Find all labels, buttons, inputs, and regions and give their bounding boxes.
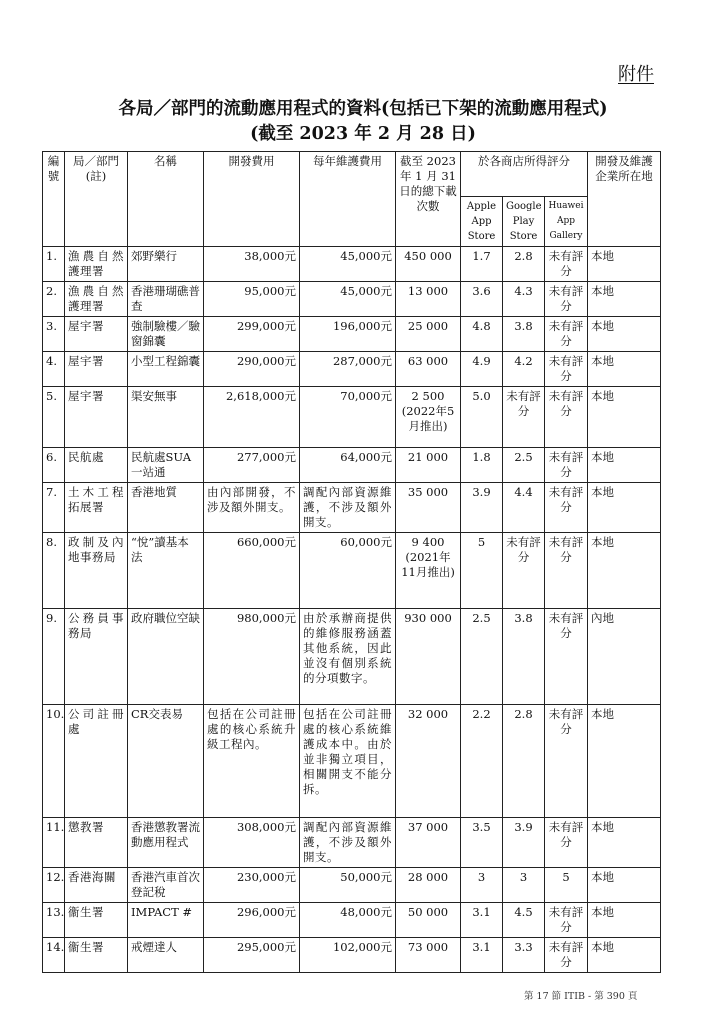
- row-google-rating: 3: [503, 868, 545, 903]
- row-downloads: 32 000: [396, 705, 461, 818]
- row-app-name: IMPACT #: [128, 903, 204, 938]
- row-huawei-rating: 未有評分: [545, 247, 588, 282]
- row-google-rating: 未有評分: [503, 533, 545, 609]
- row-apple-rating: 3: [461, 868, 503, 903]
- row-app-name: 政府職位空缺: [128, 609, 204, 705]
- header-department: 局／部門(註): [65, 152, 128, 247]
- row-downloads: 25 000: [396, 317, 461, 352]
- row-app-name: 香港地質: [128, 483, 204, 533]
- row-no: 12.: [43, 868, 65, 903]
- row-downloads: 13 000: [396, 282, 461, 317]
- row-no: 11.: [43, 818, 65, 868]
- row-dev-cost: 277,000元: [204, 448, 300, 483]
- table-row: [43, 282, 661, 317]
- row-downloads: 450 000: [396, 247, 461, 282]
- row-department: 屋宇署: [65, 317, 128, 352]
- table-row: [43, 533, 661, 609]
- row-google-rating: 3.9: [503, 818, 545, 868]
- row-apple-rating: 3.9: [461, 483, 503, 533]
- table-row: [43, 705, 661, 818]
- row-huawei-rating: 5: [545, 868, 588, 903]
- row-app-name: 小型工程錦囊: [128, 352, 204, 387]
- row-no: 2.: [43, 282, 65, 317]
- row-dev-cost: 230,000元: [204, 868, 300, 903]
- row-app-name: 強制驗樓／驗窗錦囊: [128, 317, 204, 352]
- row-dev-cost: 296,000元: [204, 903, 300, 938]
- row-huawei-rating: 未有評分: [545, 533, 588, 609]
- row-huawei-rating: 未有評分: [545, 903, 588, 938]
- row-maint-cost: 102,000元: [300, 938, 396, 973]
- row-app-name: “悅”讀基本法: [128, 533, 204, 609]
- row-dev-cost: 295,000元: [204, 938, 300, 973]
- row-google-rating: 4.2: [503, 352, 545, 387]
- row-huawei-rating: 未有評分: [545, 387, 588, 448]
- row-department: 土木工程拓展署: [65, 483, 128, 533]
- row-location: 本地: [588, 282, 661, 317]
- table-row: [43, 818, 661, 868]
- row-maint-cost: 調配內部資源維護，不涉及額外開支。: [300, 483, 396, 533]
- row-huawei-rating: 未有評分: [545, 317, 588, 352]
- row-department: 公務員事務局: [65, 609, 128, 705]
- row-no: 13.: [43, 903, 65, 938]
- row-department: 公司註冊處: [65, 705, 128, 818]
- row-no: 8.: [43, 533, 65, 609]
- row-maint-cost: 包括在公司註冊處的核心系統維護成本中。由於並非獨立項目，相關開支不能分拆。: [300, 705, 396, 818]
- row-no: 6.: [43, 448, 65, 483]
- table-row: [43, 317, 661, 352]
- row-app-name: 香港汽車首次登記稅: [128, 868, 204, 903]
- row-downloads: 9 400 (2021年11月推出): [396, 533, 461, 609]
- row-app-name: 香港珊瑚礁普查: [128, 282, 204, 317]
- row-department: 漁農自然護理署: [65, 247, 128, 282]
- row-google-rating: 4.4: [503, 483, 545, 533]
- header-huawei-gallery: Huawei App Gallery: [545, 197, 588, 247]
- table-row: [43, 352, 661, 387]
- row-no: 9.: [43, 609, 65, 705]
- row-downloads: 50 000: [396, 903, 461, 938]
- row-department: 屋宇署: [65, 352, 128, 387]
- row-downloads: 2 500 (2022年5月推出): [396, 387, 461, 448]
- table-row: [43, 609, 661, 705]
- row-apple-rating: 1.7: [461, 247, 503, 282]
- row-dev-cost: 95,000元: [204, 282, 300, 317]
- row-no: 1.: [43, 247, 65, 282]
- row-apple-rating: 2.2: [461, 705, 503, 818]
- row-downloads: 35 000: [396, 483, 461, 533]
- row-apple-rating: 4.8: [461, 317, 503, 352]
- row-dev-cost: 308,000元: [204, 818, 300, 868]
- row-maint-cost: 287,000元: [300, 352, 396, 387]
- row-app-name: 民航處SUA一站通: [128, 448, 204, 483]
- row-location: 本地: [588, 868, 661, 903]
- row-no: 5.: [43, 387, 65, 448]
- row-apple-rating: 3.5: [461, 818, 503, 868]
- row-department: 衞生署: [65, 903, 128, 938]
- table-row: [43, 247, 661, 282]
- row-dev-cost: 299,000元: [204, 317, 300, 352]
- row-department: 漁農自然護理署: [65, 282, 128, 317]
- row-maint-cost: 48,000元: [300, 903, 396, 938]
- row-dev-cost: 由內部開發，不涉及額外開支。: [204, 483, 300, 533]
- row-app-name: 香港懲教署流動應用程式: [128, 818, 204, 868]
- row-location: 本地: [588, 317, 661, 352]
- row-google-rating: 3.8: [503, 609, 545, 705]
- row-maint-cost: 調配內部資源維護，不涉及額外開支。: [300, 818, 396, 868]
- row-huawei-rating: 未有評分: [545, 282, 588, 317]
- row-google-rating: 3.8: [503, 317, 545, 352]
- row-department: 屋宇署: [65, 387, 128, 448]
- row-no: 3.: [43, 317, 65, 352]
- row-apple-rating: 4.9: [461, 352, 503, 387]
- row-app-name: 渠安無事: [128, 387, 204, 448]
- row-app-name: 郊野樂行: [128, 247, 204, 282]
- row-no: 4.: [43, 352, 65, 387]
- row-maint-cost: 60,000元: [300, 533, 396, 609]
- row-maint-cost: 196,000元: [300, 317, 396, 352]
- header-app-name: 名稱: [128, 152, 204, 247]
- header-downloads: 截至 2023 年 1 月 31 日的總下載次數: [396, 152, 461, 247]
- row-department: 衞生署: [65, 938, 128, 973]
- header-maintenance-cost: 每年維護費用: [300, 152, 396, 247]
- row-google-rating: 2.8: [503, 705, 545, 818]
- row-downloads: 63 000: [396, 352, 461, 387]
- row-huawei-rating: 未有評分: [545, 938, 588, 973]
- row-app-name: 戒煙達人: [128, 938, 204, 973]
- row-maint-cost: 由於承辦商提供的維修服務涵蓋其他系統，因此並沒有個別系統的分項數字。: [300, 609, 396, 705]
- row-huawei-rating: 未有評分: [545, 705, 588, 818]
- row-location: 本地: [588, 387, 661, 448]
- row-location: 本地: [588, 938, 661, 973]
- row-department: 懲教署: [65, 818, 128, 868]
- row-location: 本地: [588, 903, 661, 938]
- apps-table: [42, 151, 661, 973]
- table-row: [43, 903, 661, 938]
- header-apple-store: Apple App Store: [461, 197, 503, 247]
- header-google-play: Google Play Store: [503, 197, 545, 247]
- row-location: 本地: [588, 448, 661, 483]
- header-no: 編號: [43, 152, 65, 247]
- row-downloads: 21 000: [396, 448, 461, 483]
- table-row: [43, 938, 661, 973]
- row-downloads: 73 000: [396, 938, 461, 973]
- row-downloads: 28 000: [396, 868, 461, 903]
- row-location: 本地: [588, 705, 661, 818]
- row-location: 本地: [588, 352, 661, 387]
- row-no: 10.: [43, 705, 65, 818]
- table-row: [43, 483, 661, 533]
- row-apple-rating: 3.6: [461, 282, 503, 317]
- row-maint-cost: 50,000元: [300, 868, 396, 903]
- row-apple-rating: 2.5: [461, 609, 503, 705]
- table-row: [43, 448, 661, 483]
- row-department: 政制及內地事務局: [65, 533, 128, 609]
- row-apple-rating: 5.0: [461, 387, 503, 448]
- row-google-rating: 未有評分: [503, 387, 545, 448]
- table-row: [43, 868, 661, 903]
- row-apple-rating: 5: [461, 533, 503, 609]
- row-maint-cost: 45,000元: [300, 247, 396, 282]
- document-title: 各局／部門的流動應用程式的資料(包括已下架的流動應用程式): [118, 99, 608, 119]
- header-development-cost: 開發費用: [204, 152, 300, 247]
- row-downloads: 930 000: [396, 609, 461, 705]
- row-location: 內地: [588, 609, 661, 705]
- row-department: 香港海關: [65, 868, 128, 903]
- row-apple-rating: 1.8: [461, 448, 503, 483]
- header-ratings-group: 於各商店所得評分: [461, 152, 588, 197]
- row-dev-cost: 38,000元: [204, 247, 300, 282]
- row-maint-cost: 64,000元: [300, 448, 396, 483]
- row-dev-cost: 980,000元: [204, 609, 300, 705]
- row-huawei-rating: 未有評分: [545, 448, 588, 483]
- row-app-name: CR交表易: [128, 705, 204, 818]
- row-apple-rating: 3.1: [461, 938, 503, 973]
- row-dev-cost: 660,000元: [204, 533, 300, 609]
- row-maint-cost: 45,000元: [300, 282, 396, 317]
- row-google-rating: 4.3: [503, 282, 545, 317]
- row-downloads: 37 000: [396, 818, 461, 868]
- row-huawei-rating: 未有評分: [545, 609, 588, 705]
- row-huawei-rating: 未有評分: [545, 352, 588, 387]
- row-maint-cost: 70,000元: [300, 387, 396, 448]
- row-huawei-rating: 未有評分: [545, 483, 588, 533]
- row-google-rating: 4.5: [503, 903, 545, 938]
- row-google-rating: 2.8: [503, 247, 545, 282]
- row-dev-cost: 包括在公司註冊處的核心系統升級工程內。: [204, 705, 300, 818]
- row-department: 民航處: [65, 448, 128, 483]
- row-google-rating: 3.3: [503, 938, 545, 973]
- row-apple-rating: 3.1: [461, 903, 503, 938]
- header-location: 開發及維護企業所在地: [588, 152, 661, 247]
- document-subtitle-date: (截至 2023 年 2 月 28 日): [250, 124, 476, 144]
- row-dev-cost: 290,000元: [204, 352, 300, 387]
- page-footer: 第 17 節 ITIB - 第 390 頁: [524, 991, 638, 1002]
- row-dev-cost: 2,618,000元: [204, 387, 300, 448]
- row-location: 本地: [588, 818, 661, 868]
- row-location: 本地: [588, 533, 661, 609]
- row-no: 7.: [43, 483, 65, 533]
- row-location: 本地: [588, 247, 661, 282]
- table-row: [43, 387, 661, 448]
- row-location: 本地: [588, 483, 661, 533]
- row-huawei-rating: 未有評分: [545, 818, 588, 868]
- row-no: 14.: [43, 938, 65, 973]
- annex-label: 附件: [618, 64, 654, 85]
- row-google-rating: 2.5: [503, 448, 545, 483]
